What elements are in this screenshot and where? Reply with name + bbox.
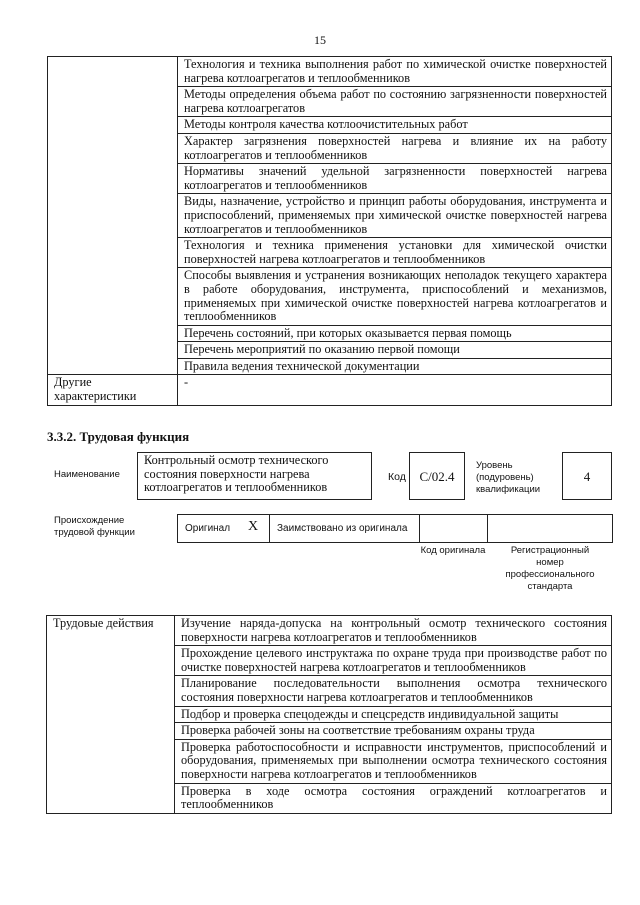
reg-caption: Регистрационный номер профессионального стандарта xyxy=(505,545,595,592)
borrowed-label: Заимствовано из оригинала xyxy=(277,523,408,534)
function-name-box xyxy=(137,452,372,500)
table-cell: Проверка работоспособности и исправности инструментов, приспособлений и оборудования, применяемых при выполнении осмотра технического состояния поверхности нагрева котлоагрегатов и теплообменников xyxy=(175,739,612,783)
empty-label-cell xyxy=(48,57,178,375)
table-row xyxy=(47,616,612,646)
table-cell: Методы контроля качества котлоочистительных работ xyxy=(178,117,612,134)
section-title: 3.3.2. Трудовая функция xyxy=(47,429,190,444)
actions-table xyxy=(46,615,612,814)
function-name-value: Контрольный осмотр технического состояния поверхности нагрева котлоагрегатов и теплообменников xyxy=(144,453,329,495)
original-label: Оригинал xyxy=(185,523,231,534)
other-characteristics-label: Другие характеристики xyxy=(48,375,178,405)
table-cell: Планирование последовательности выполнения осмотра технического состояния поверхности нагрева котлоагрегатов и теплообменников xyxy=(175,676,612,706)
table-cell: Виды, назначение, устройство и принцип работы оборудования, инструмента и приспособлений, применяемых при химической очистке поверхностей нагрева котлоагрегатов и теплообменников xyxy=(178,194,612,238)
divider xyxy=(419,515,420,542)
table-cell: Перечень состояний, при которых оказывается первая помощь xyxy=(178,325,612,342)
table-row xyxy=(48,375,612,405)
level-box xyxy=(562,452,612,500)
actions-label: Трудовые действия xyxy=(47,616,175,814)
divider xyxy=(269,515,270,542)
code-value: С/02.4 xyxy=(419,469,455,484)
name-label: Наименование xyxy=(54,469,120,480)
table-row xyxy=(48,57,612,87)
table-cell: Проверка рабочей зоны на соответствие требованиям охраны труда xyxy=(175,723,612,740)
other-characteristics-value: - xyxy=(178,375,612,405)
origin-box xyxy=(177,514,613,543)
knowledge-table xyxy=(47,56,612,406)
table-cell: Технология и техника выполнения работ по химической очистке поверхностей нагрева котлоагрегатов и теплообменников xyxy=(178,57,612,87)
code-box xyxy=(409,452,465,500)
level-label: Уровень (подуровень) квалификации xyxy=(476,460,541,495)
level-value: 4 xyxy=(583,469,591,484)
table-cell: Проверка в ходе осмотра состояния ограждений котлоагрегатов и теплообменников xyxy=(175,783,612,813)
table-cell: Способы выявления и устранения возникающих неполадок текущего характера в работе оборудования, инструмента, приспособлений и механизмов, применяемых при химической очистке поверхностей нагрева котлоагрегатов и теплообменников xyxy=(178,268,612,325)
table-cell: Правила ведения технической документации xyxy=(178,358,612,375)
original-mark: X xyxy=(248,519,259,534)
code-caption: Код оригинала xyxy=(420,545,486,556)
table-cell: Характер загрязнения поверхностей нагрева и влияние их на работу котлоагрегатов и теплообменников xyxy=(178,133,612,163)
table-cell: Прохождение целевого инструктажа по охране труда при производстве работ по очистке поверхностей нагрева котлоагрегатов и теплообменников xyxy=(175,646,612,676)
code-label: Код xyxy=(388,471,406,483)
table-cell: Нормативы значений удельной загрязненности поверхностей нагрева котлоагрегатов и теплообменников xyxy=(178,164,612,194)
table-cell: Перечень мероприятий по оказанию первой помощи xyxy=(178,342,612,359)
page-number: 15 xyxy=(314,33,326,47)
table-cell: Подбор и проверка спецодежды и спецсредств индивидуальной защиты xyxy=(175,706,612,723)
table-cell: Методы определения объема работ по состоянию загрязненности поверхностей нагрева котлоагрегатов xyxy=(178,87,612,117)
divider xyxy=(487,515,488,542)
origin-label: Происхождение трудовой функции xyxy=(54,515,135,538)
table-cell: Технология и техника применения установки для химической очистки поверхностей нагрева котлоагрегатов и теплообменников xyxy=(178,238,612,268)
table-cell: Изучение наряда-допуска на контрольный осмотр технического состояния поверхности нагрева котлоагрегатов и теплообменников xyxy=(175,616,612,646)
